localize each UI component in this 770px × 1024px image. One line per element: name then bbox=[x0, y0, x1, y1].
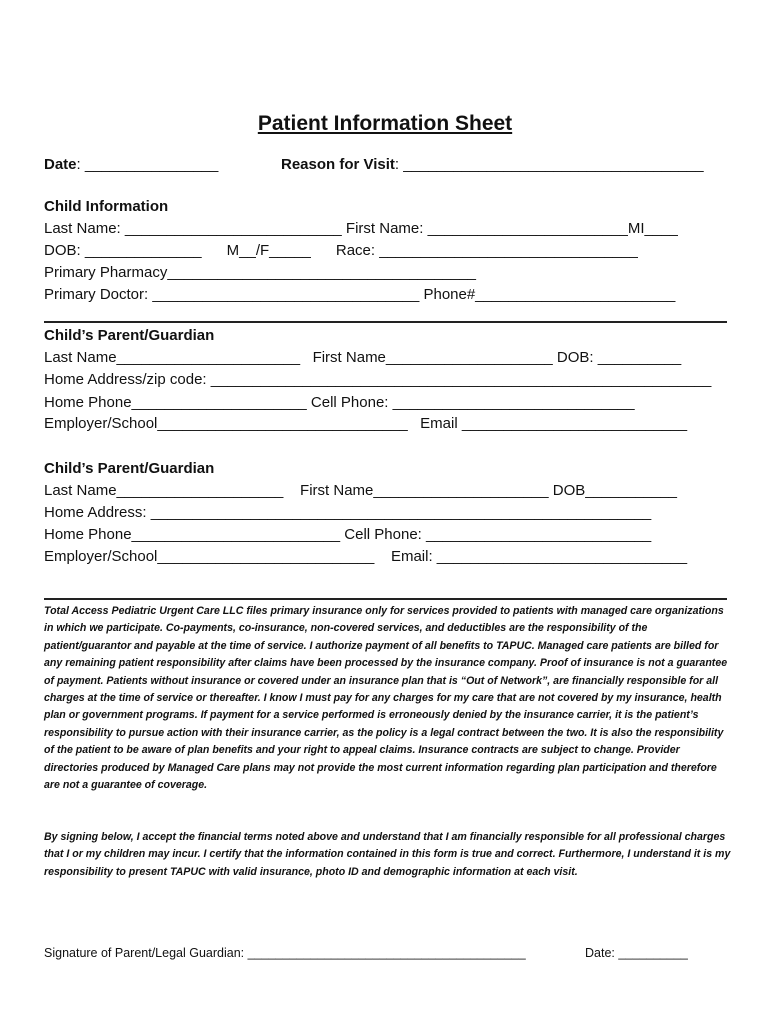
child-info-heading: Child Information bbox=[44, 198, 169, 215]
reason-label: Reason for Visit bbox=[281, 156, 395, 173]
date-label: Date bbox=[44, 156, 77, 173]
section-divider bbox=[44, 321, 727, 323]
child-doctor-line[interactable]: Primary Doctor: ________________________________ Phone#________________________ bbox=[44, 286, 676, 303]
guardian1-phone-line[interactable]: Home Phone_____________________ Cell Phone: _____________________________ bbox=[44, 394, 635, 411]
guardian1-heading: Child’s Parent/Guardian bbox=[44, 327, 215, 344]
guardian1-name-line[interactable]: Last Name______________________ First Name____________________ DOB: __________ bbox=[44, 349, 682, 366]
child-pharmacy-line[interactable]: Primary Pharmacy_____________________________________ bbox=[44, 264, 477, 281]
reason-field[interactable] bbox=[281, 155, 704, 175]
signature-field[interactable]: Signature of Parent/Legal Guardian: ________________________________________ bbox=[44, 946, 526, 960]
page-title: Patient Information Sheet bbox=[257, 112, 513, 135]
guardian1-address-line[interactable]: Home Address/zip code: ____________________________________________________________ bbox=[44, 371, 712, 388]
insurance-policy-paragraph: Total Access Pediatric Urgent Care LLC files primary insurance only for services provided to patients with managed care organizations in which we participate. Co-payments, co-insurance, non-covered services, and deductibles are the responsibility of the patient/guarantor and payable at the time of service. I authorize payment of all benefits to TAPUC. Managed care patients are billed for any remaining patient responsibility after claims have been processed by the insurance company. Proof of insurance is not a guarantee of payment. Patients without insurance or covered under an insurance plan that is “Out of Network”, are financially responsible for all charges at the time of service or thereafter. I know I must pay for any charges for my care that are not covered by my insurance, health plan or government programs. If payment for a service performed is erroneously denied by the insurance carrier, it is the patient’s responsibility to pursue action with their insurance carrier, as the policy is a legal contract between the two. It is also the responsibility of the patient to be aware of plan benefits and your right to appeal claims. Insurance contracts are subject to change. Provider directories produced by Managed Care plans may not provide the most current information regarding plan participation and therefore are not a guarantee of coverage. bbox=[44, 605, 728, 792]
child-name-line[interactable]: Last Name: __________________________ First Name: ________________________MI____ bbox=[44, 220, 678, 237]
reason-blank: : ____________________________________ bbox=[394, 156, 704, 173]
child-dob-line[interactable]: DOB: ______________ M__/F_____ Race: _______________________________ bbox=[44, 242, 638, 259]
signature-date-field[interactable]: Date: __________ bbox=[585, 946, 688, 960]
guardian1-employer-line[interactable]: Employer/School______________________________ Email ___________________________ bbox=[44, 415, 688, 432]
guardian2-phone-line[interactable]: Home Phone_________________________ Cell Phone: ___________________________ bbox=[44, 526, 652, 543]
date-field[interactable] bbox=[44, 155, 218, 175]
guardian2-employer-line[interactable]: Employer/School__________________________ Email: ______________________________ bbox=[44, 548, 688, 565]
guardian2-name-line[interactable]: Last Name____________________ First Name_____________________ DOB___________ bbox=[44, 482, 678, 499]
section-divider bbox=[44, 598, 727, 600]
guardian2-heading: Child’s Parent/Guardian bbox=[44, 460, 215, 477]
financial-acknowledgement-paragraph: By signing below, I accept the financial terms noted above and understand that I am financially responsible for all professional charges that I or my children may incur. I certify that the information contained in this form is true and correct. Furthermore, I understand it is my responsibility to present TAPUC with valid insurance, photo ID and demographic information at each visit. bbox=[44, 831, 731, 878]
guardian2-address-line[interactable]: Home Address: ____________________________________________________________ bbox=[44, 504, 652, 521]
date-blank: : ________________ bbox=[76, 156, 219, 173]
